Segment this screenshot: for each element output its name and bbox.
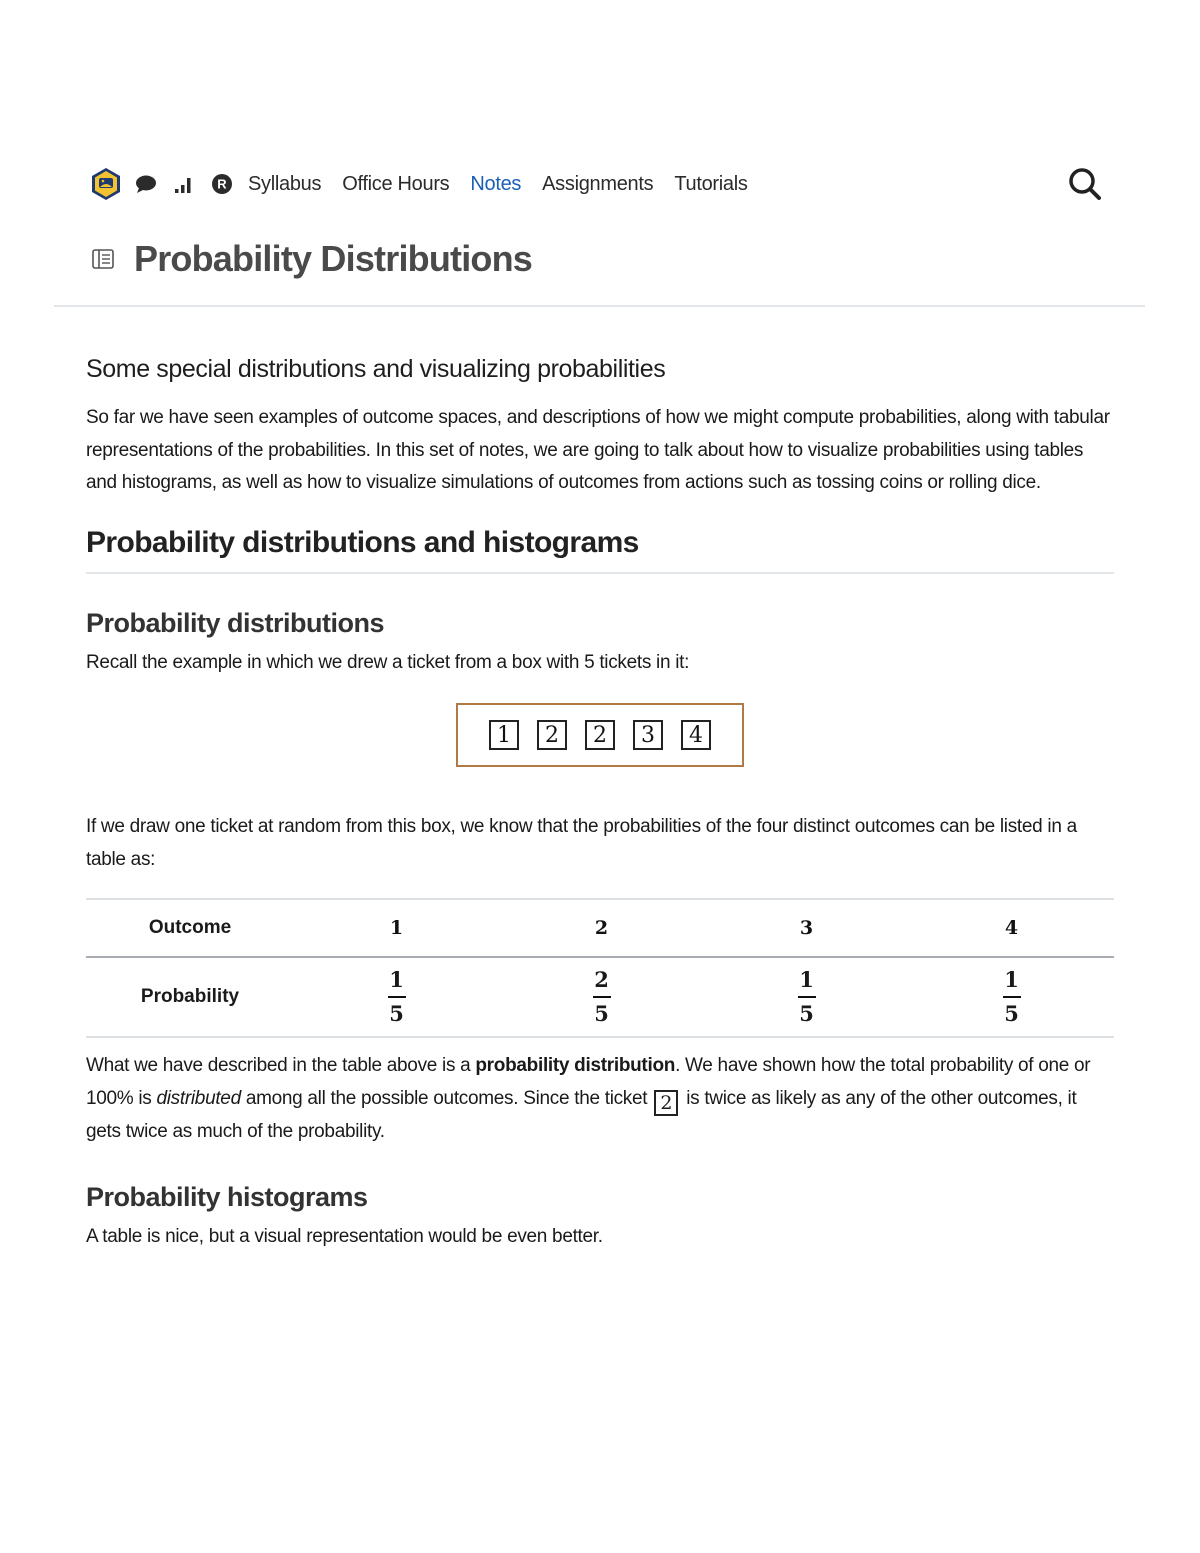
table-cell-outcome: 4 bbox=[909, 899, 1114, 957]
fraction-numerator: 1 bbox=[799, 967, 814, 993]
ticket: 2 bbox=[585, 720, 615, 750]
fraction-denominator: 5 bbox=[389, 1000, 404, 1026]
subsection-heading-histograms: Probability histograms bbox=[86, 1182, 368, 1213]
title-divider bbox=[54, 305, 1145, 307]
fraction-numerator: 2 bbox=[594, 967, 609, 993]
term-probability-distribution: probability distribution bbox=[475, 1055, 676, 1076]
search-icon[interactable] bbox=[1065, 164, 1105, 204]
table-row-label-probability: Probability bbox=[140, 986, 240, 1007]
fraction-denominator: 5 bbox=[594, 1000, 609, 1026]
nav-link-assignments[interactable]: Assignments bbox=[542, 172, 654, 195]
intro-paragraph: So far we have seen examples of outcome spaces, and descriptions of how we might compute probabilities, along with tabular representations of the probabilities. In this set of notes, we are going to talk about how to visualize probabilities using tables and histograms, as well as how to visualize simulations of outcomes from actions such as tossing coins or rolling dice. bbox=[86, 407, 1110, 493]
fraction-denominator: 5 bbox=[1004, 1000, 1019, 1026]
course-logo[interactable] bbox=[90, 167, 122, 201]
ticket: 1 bbox=[489, 720, 519, 750]
top-navbar bbox=[90, 160, 1105, 208]
draw-paragraph: If we draw one ticket at random from this box, we know that the probabilities of the four distinct outcomes can be listed in a table as: bbox=[86, 816, 1077, 870]
sidebar-toggle-icon[interactable] bbox=[90, 246, 116, 272]
nav-link-tutorials[interactable]: Tutorials bbox=[674, 172, 748, 195]
ticket: 4 bbox=[681, 720, 711, 750]
ticket-box-figure bbox=[86, 703, 1114, 767]
table-cell-probability bbox=[294, 957, 499, 1037]
r-logo-icon[interactable] bbox=[210, 172, 234, 196]
distribution-description-paragraph: What we have described in the table above is a probability distribution. We have shown how the total probability of one or 100% is distributed among all the possible outcomes. Since the ticket 2 is twice as likely as any of the other outcomes, it gets twice as much of the probability. bbox=[86, 1055, 1091, 1142]
page-header bbox=[90, 238, 532, 280]
emphasis-distributed: distributed bbox=[156, 1087, 241, 1109]
page-title: Probability Distributions bbox=[134, 238, 533, 279]
table-cell-probability bbox=[704, 957, 909, 1037]
table-header-row bbox=[86, 899, 1114, 957]
histogram-paragraph: A table is nice, but a visual representation would be even better. bbox=[86, 1226, 603, 1248]
article-content bbox=[86, 355, 1114, 1254]
table-cell-probability bbox=[909, 957, 1114, 1037]
table-row bbox=[86, 957, 1114, 1037]
nav-link-notes[interactable]: Notes bbox=[470, 172, 522, 195]
table-header-outcome: Outcome bbox=[86, 899, 294, 957]
inline-ticket: 2 bbox=[654, 1090, 678, 1116]
ticket: 2 bbox=[537, 720, 567, 750]
recall-paragraph: Recall the example in which we drew a ticket from a box with 5 tickets in it: bbox=[86, 651, 690, 673]
stats-icon[interactable] bbox=[172, 172, 196, 196]
svg-text:R: R bbox=[217, 176, 227, 192]
probability-table bbox=[86, 898, 1114, 1038]
article-subtitle: Some special distributions and visualizing probabilities bbox=[86, 355, 666, 383]
ticket: 3 bbox=[633, 720, 663, 750]
nav-link-office-hours[interactable]: Office Hours bbox=[342, 172, 450, 195]
nav-link-syllabus[interactable]: Syllabus bbox=[248, 172, 322, 195]
fraction-numerator: 1 bbox=[1004, 967, 1019, 993]
table-cell-outcome: 1 bbox=[294, 899, 499, 957]
section-heading-distributions-histograms: Probability distributions and histograms bbox=[86, 526, 1114, 574]
subsection-heading-distributions: Probability distributions bbox=[86, 607, 385, 638]
fraction-numerator: 1 bbox=[389, 967, 404, 993]
table-cell-outcome: 3 bbox=[704, 899, 909, 957]
fraction-denominator: 5 bbox=[799, 1000, 814, 1026]
chat-icon[interactable] bbox=[134, 172, 158, 196]
table-cell-outcome: 2 bbox=[499, 899, 704, 957]
table-cell-probability bbox=[499, 957, 704, 1037]
ticket-box bbox=[456, 703, 744, 767]
